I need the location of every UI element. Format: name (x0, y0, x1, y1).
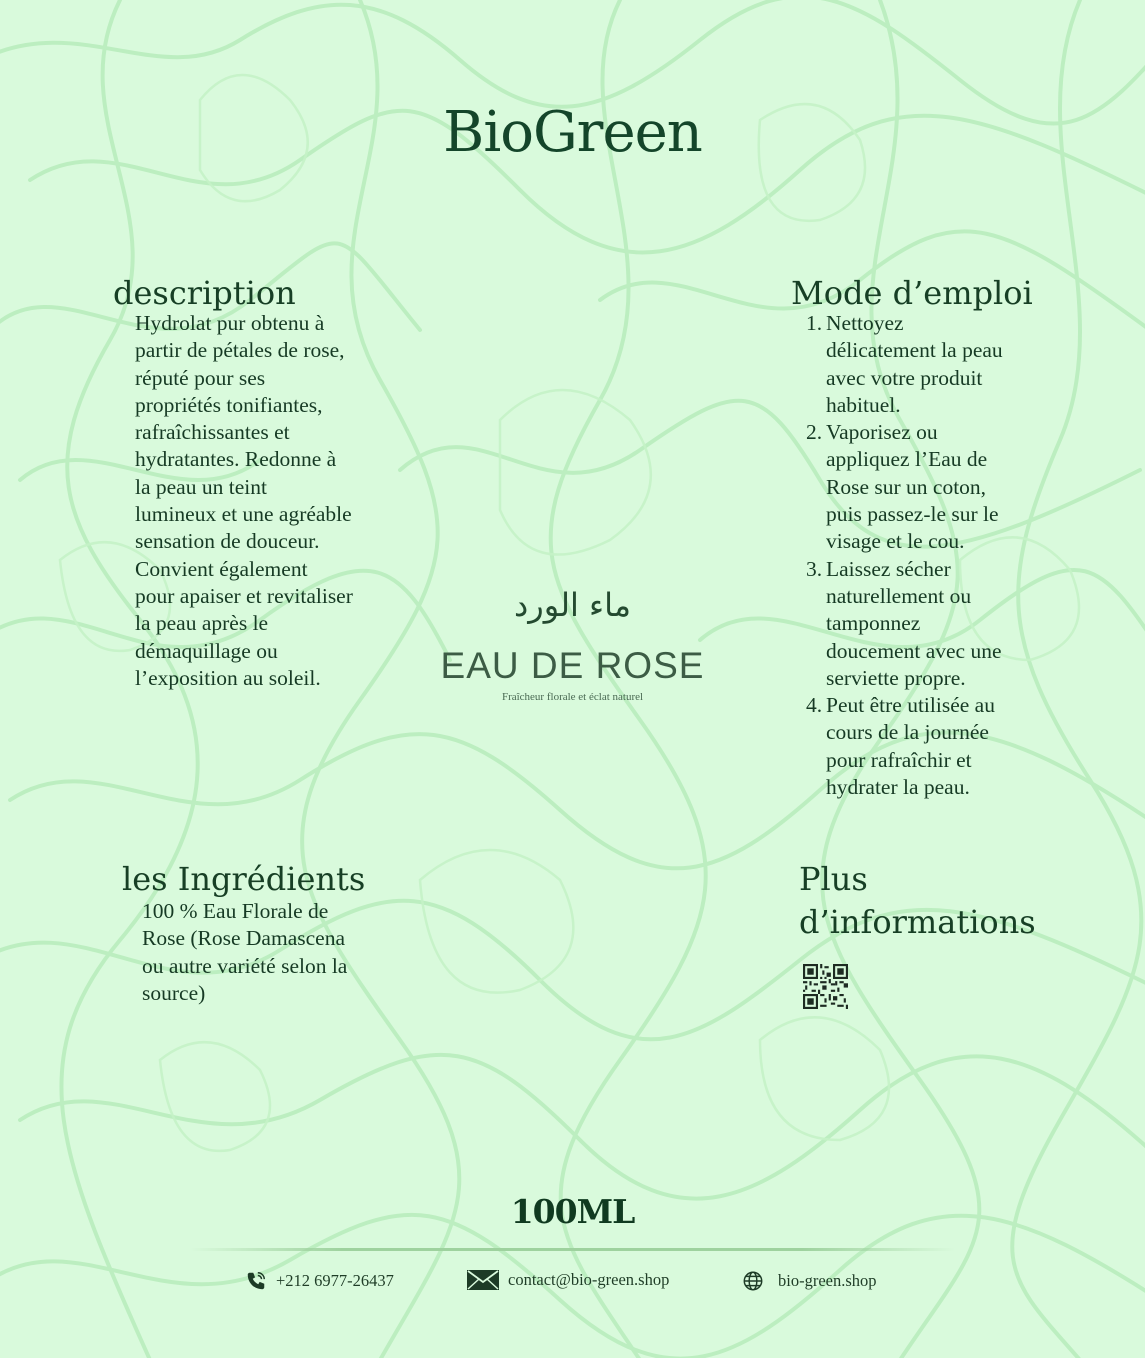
brand-logo: BioGreen (443, 100, 702, 165)
ingredients-line: 100 % Eau Florale de (142, 899, 329, 923)
description-line: pour apaiser et revitaliser (135, 583, 353, 608)
description-line: rafraîchissantes et (135, 420, 290, 445)
step-text (826, 692, 1041, 801)
mode-emploi-heading: Mode d’emploi (791, 274, 1033, 312)
more-info-heading-line: Plus (799, 860, 868, 898)
footer-divider (190, 1248, 955, 1251)
step-line: délicatement la peau (826, 338, 1003, 363)
description-line: réputé pour ses (135, 365, 266, 390)
step-text (826, 419, 1041, 555)
step-number: 1. (806, 311, 823, 335)
description-line: Hydrolat pur obtenu à (135, 311, 325, 335)
step-number: 2. (806, 420, 823, 445)
step-line: serviette propre. (826, 665, 966, 690)
step-line: avec votre produit (826, 365, 983, 390)
ingredients-line: Rose (Rose Damascena (142, 926, 345, 951)
globe-icon (742, 1270, 764, 1292)
contact-website[interactable] (742, 1270, 877, 1292)
description-line: l’exposition au soleil. (135, 665, 321, 690)
mode-emploi-steps (806, 310, 1041, 801)
step-item (806, 419, 1041, 555)
description-line: propriétés tonifiantes, (135, 392, 323, 417)
step-line: doucement avec une (826, 638, 1002, 663)
step-line: cours de la journée (826, 720, 989, 745)
step-line: visage et le cou. (826, 529, 965, 554)
more-info-heading (799, 858, 1059, 944)
step-number: 3. (806, 556, 823, 581)
description-line: partir de pétales de rose, (135, 338, 345, 363)
step-line: Vaporisez ou (826, 420, 938, 445)
ingredients-line: source) (142, 980, 206, 1005)
description-line: sensation de douceur. (135, 529, 320, 554)
step-line: Laissez sécher (826, 556, 951, 581)
step-number: 4. (806, 693, 823, 718)
description-text (135, 310, 385, 692)
description-line: hydratantes. Redonne à (135, 447, 337, 472)
ingredients-text (142, 898, 382, 1007)
step-line: puis passez-le sur le (826, 502, 999, 527)
step-item (806, 692, 1041, 801)
step-item (806, 310, 1041, 419)
contact-email[interactable] (467, 1270, 669, 1290)
step-line: tamponnez (826, 611, 921, 636)
product-volume: 100ML (510, 1192, 635, 1231)
phone-number: +212 6977-26437 (276, 1271, 394, 1290)
envelope-icon (467, 1270, 499, 1290)
step-line: Rose sur un coton, (826, 474, 987, 499)
step-line: appliquez l’Eau de (826, 447, 988, 472)
description-heading: description (113, 274, 296, 312)
contact-phone[interactable] (245, 1270, 394, 1292)
product-arabic-name: ماء الورد (514, 586, 631, 624)
description-line: la peau un teint (135, 474, 267, 499)
product-name: EAU DE ROSE (440, 645, 705, 686)
step-line: Nettoyez (826, 311, 904, 335)
website-url: bio-green.shop (778, 1271, 877, 1290)
product-tagline: Fraîcheur florale et éclat naturel (501, 691, 644, 703)
qr-code-icon[interactable] (803, 964, 848, 1009)
step-text (826, 310, 1041, 419)
phone-icon (245, 1270, 267, 1292)
step-line: naturellement ou (826, 583, 972, 608)
description-line: lumineux et une agréable (135, 502, 352, 527)
ingredients-line: ou autre variété selon la (142, 953, 348, 978)
description-line: la peau après le (135, 611, 269, 636)
step-line: pour rafraîchir et (826, 747, 972, 772)
ingredients-heading: les Ingrédients (122, 860, 366, 898)
step-line: Peut être utilisée au (826, 693, 995, 718)
step-line: hydrater la peau. (826, 775, 970, 800)
description-line: Convient également (135, 556, 308, 581)
description-line: démaquillage ou (135, 638, 278, 663)
step-line: habituel. (826, 392, 901, 417)
email-address: contact@bio-green.shop (508, 1270, 670, 1289)
more-info-heading-line: d’informations (799, 903, 1036, 941)
